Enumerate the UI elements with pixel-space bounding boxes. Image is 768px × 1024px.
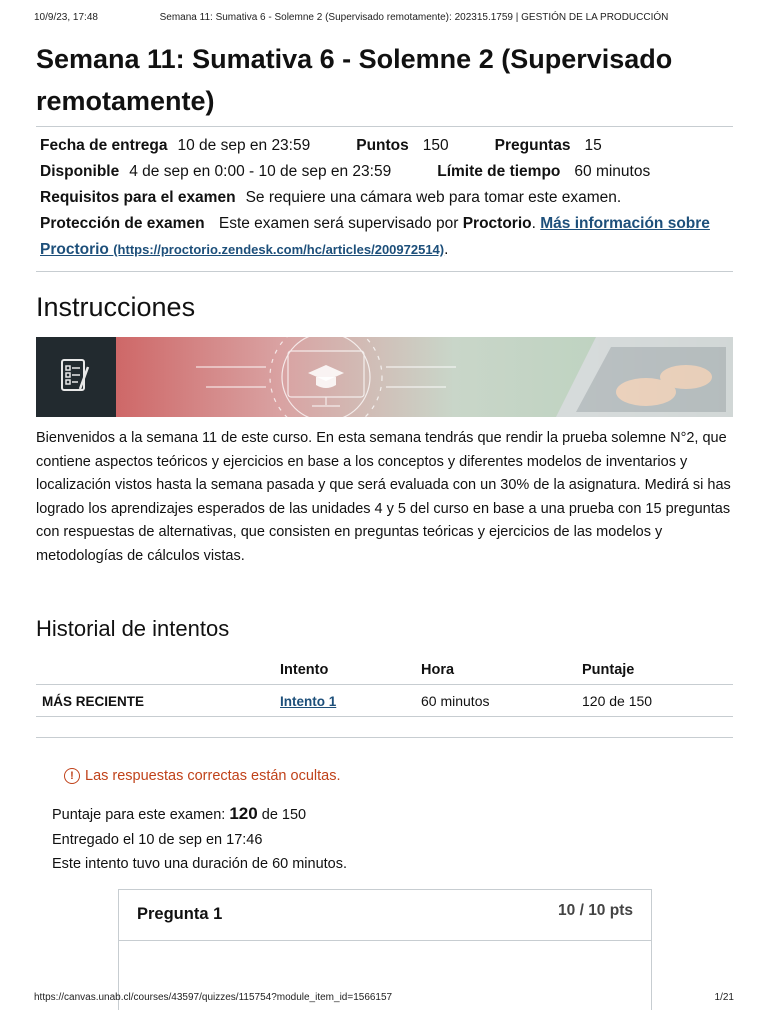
score-line	[52, 802, 733, 828]
question-title: Pregunta 1	[137, 905, 223, 923]
table-row	[36, 685, 733, 717]
print-doc-title: Semana 11: Sumativa 6 - Solemne 2 (Supervisado remotamente): 202315.1759 | GESTIÓN DE LA PRODUCCIÓN	[159, 12, 669, 23]
requirements-label: Requisitos para el examen	[40, 189, 236, 206]
print-url: https://canvas.unab.cl/courses/43597/quizzes/115754?module_item_id=1566157	[34, 992, 393, 1003]
proctorio-info-link-text: Más información sobre Proctorio	[40, 215, 710, 258]
time-limit-label: Límite de tiempo	[437, 163, 561, 180]
attempt-history-table	[36, 656, 733, 717]
instructions-heading: Instrucciones	[36, 292, 196, 322]
due-value: 10 de sep en 23:59	[177, 137, 311, 154]
duration-line: Este intento tuvo una duración de 60 minutos.	[52, 856, 348, 872]
questions-value: 15	[584, 137, 602, 154]
details-row-2	[40, 159, 729, 185]
print-footer	[34, 992, 734, 1003]
print-header	[34, 12, 734, 23]
proctorio-info-url: (https://proctorio.zendesk.com/hc/articles/200972514)	[113, 242, 445, 257]
page-title-line-1: Semana 11: Sumativa 6 - Solemne 2 (Supervisado	[36, 44, 673, 74]
divider	[36, 271, 733, 272]
quiz-details	[36, 127, 733, 271]
points-label: Puntos	[356, 137, 409, 154]
details-row-1	[40, 133, 729, 159]
history-heading: Historial de intentos	[36, 616, 230, 641]
attempt-score: 120 de 150	[576, 685, 733, 717]
column-header-score: Puntaje	[576, 656, 733, 685]
print-page-number: 1/21	[714, 992, 734, 1003]
attempt-label: MÁS RECIENTE	[36, 685, 274, 717]
hidden-answers-text: Las respuestas correctas están ocultas.	[85, 768, 341, 784]
attempt-time: 60 minutos	[415, 685, 576, 717]
main-content	[36, 38, 733, 1010]
question-header	[119, 890, 651, 941]
instructions-text: Bienvenidos a la semana 11 de este curso. En esta semana tendrás que rendir la prueba solemne N°2, que contiene aspectos teóricos y ejercicios en base a los conceptos y diferentes modelos de inventarios y localización vistos hasta la semana pasada y que será evaluada con un 30% de la asignatura. Medirá si has logrado los aprendizajes esperados de las unidades 4 y 5 del curso en base a una prueba con 15 preguntas con respuestas de alternativas, que consisten en preguntas teóricas y ejercicios de las modelos y metodologías de cálculos vistas.	[36, 430, 731, 564]
requirements-value: Se requiere una cámara web para tomar este examen.	[245, 189, 622, 206]
print-datetime: 10/9/23, 17:48	[34, 12, 98, 23]
warning-icon: !	[64, 768, 80, 784]
submitted-line: Entregado el 10 de sep en 17:46	[52, 831, 263, 848]
page-title-line-2: remotamente)	[36, 86, 215, 116]
instructions-banner	[36, 337, 733, 417]
column-header-time: Hora	[415, 656, 576, 685]
question-points: 10 / 10 pts	[558, 901, 633, 919]
laptop-keyboard	[556, 337, 733, 417]
column-header	[36, 656, 274, 685]
due-label: Fecha de entrega	[40, 137, 168, 154]
attempt-link[interactable]: Intento 1	[280, 694, 337, 709]
score-suffix: de 150	[261, 807, 307, 823]
divider	[36, 737, 733, 738]
score-value: 120	[229, 804, 258, 823]
protection-brand: Proctorio	[462, 215, 532, 232]
monitor-graduation-icon	[36, 337, 733, 417]
points-value: 150	[422, 137, 449, 154]
protection-text: Este examen será supervisado por	[218, 215, 459, 232]
table-header-row	[36, 656, 733, 685]
page-title	[36, 38, 733, 122]
available-value: 4 de sep en 0:00 - 10 de sep en 23:59	[129, 163, 392, 180]
time-limit-value: 60 minutos	[574, 163, 651, 180]
questions-label: Preguntas	[494, 137, 571, 154]
available-label: Disponible	[40, 163, 120, 180]
hidden-answers-note	[64, 768, 733, 784]
column-header-attempt: Intento	[274, 656, 415, 685]
score-prefix: Puntaje para este examen:	[52, 807, 226, 823]
score-summary	[52, 802, 733, 877]
details-row-4: Protección de examen Este examen será supervisado por Proctorio. Más información sobre Proctorio (https://proctorio.zendesk.com/hc/articles/200972514).	[40, 215, 710, 258]
details-row-3	[40, 185, 729, 211]
protection-label: Protección de examen	[40, 215, 205, 232]
